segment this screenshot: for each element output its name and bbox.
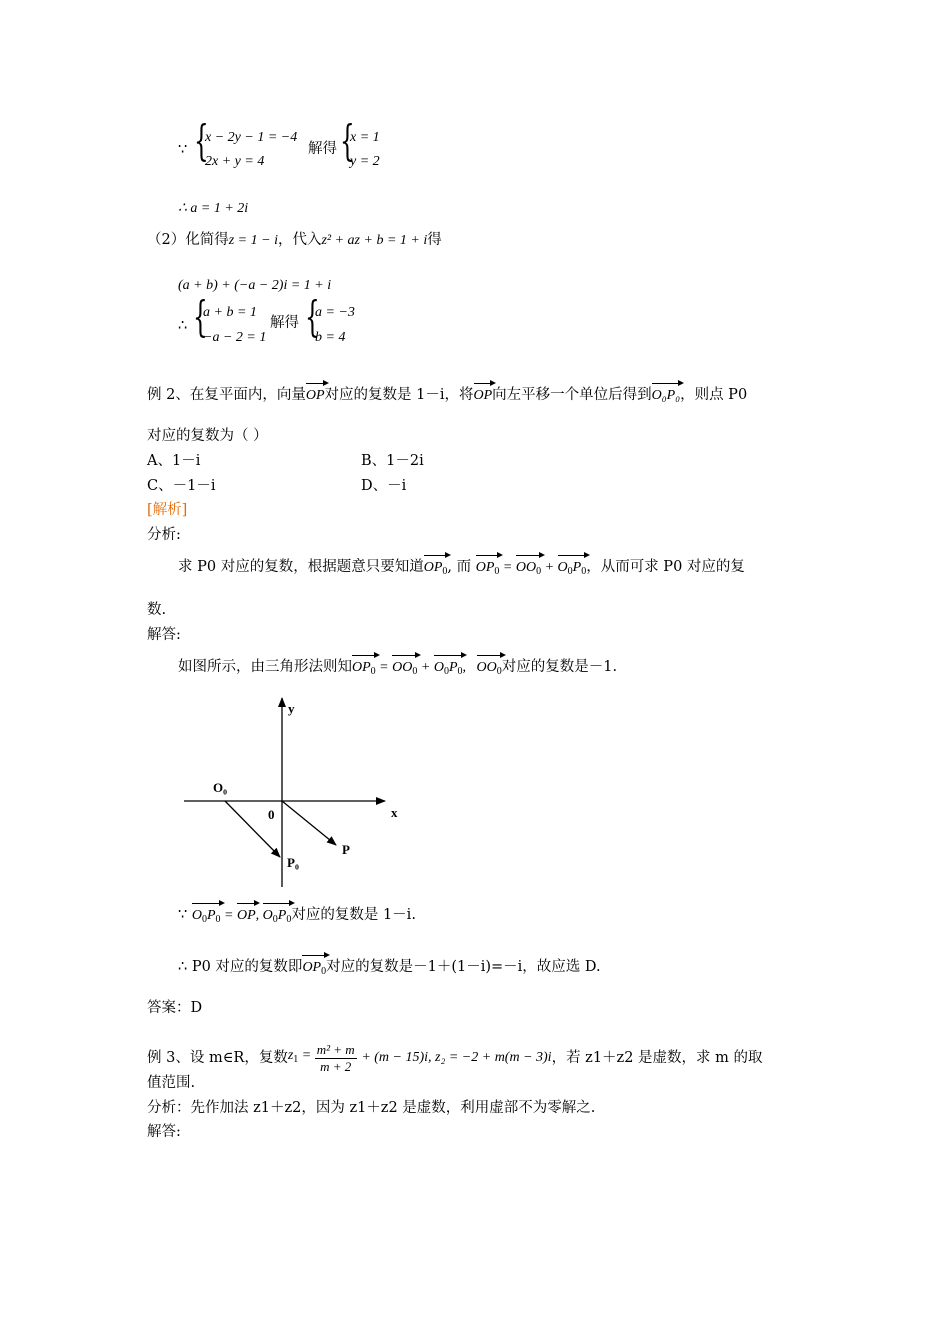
brace: {: [193, 292, 208, 341]
vector-op0: $OP_0$: [476, 552, 500, 582]
solution: a = −3: [315, 305, 355, 320]
therefore-line: [178, 952, 601, 982]
text: , 而: [447, 559, 472, 575]
text: 对应的复数是 1－i，将: [324, 387, 474, 403]
part2-line: [147, 230, 442, 251]
vector-o0p0: $O_0P_0$: [263, 900, 292, 930]
vector-op: OP: [237, 900, 256, 926]
vector-oo0: $OO_0$: [392, 652, 417, 682]
equation: x − 2y − 1 = −4: [205, 130, 298, 145]
z1-symbol: $z_1$ =: [287, 1048, 315, 1065]
analysis-label: 分析:: [147, 527, 181, 543]
brace: {: [305, 292, 320, 341]
example2-line2: 对应的复数为（ ）: [147, 428, 268, 444]
equation: −a − 2 = 1: [203, 330, 267, 345]
fraction: [315, 1042, 357, 1075]
text: 如图所示，由三角形法则知: [178, 659, 352, 675]
part2-label: （2）: [147, 232, 186, 248]
text: 对应的复数是 1－i.: [291, 907, 416, 923]
vector-diagram: [180, 695, 410, 890]
answer-label: 解答:: [147, 627, 181, 643]
jiexi-link[interactable]: [解析]: [147, 502, 188, 518]
option-c: C、－1－i: [147, 478, 216, 494]
text: 例 3、设 m∈R，复数: [147, 1050, 288, 1066]
vector-op: OP: [474, 380, 493, 406]
o0-label: O₀: [213, 780, 228, 795]
final-answer: 答案：D: [147, 1000, 203, 1016]
option-b: B、1－2i: [361, 453, 424, 469]
text: 对应的复数是－1.: [501, 659, 618, 675]
solution: y = 2: [350, 154, 380, 169]
text: 例 2、在复平面内，向量: [147, 387, 306, 403]
text: 求 P0 对应的复数，根据题意只要知道: [178, 559, 424, 575]
analysis-line: 求 P0 对应的复数，根据题意只要知道$OP_0$, 而 $OP_0 = OO_0 + O_0P_0$，从而可求 P0 对应的复: [178, 552, 745, 582]
vector-o0p0: O₀P₀: [652, 380, 680, 406]
origin-label: 0: [268, 807, 275, 822]
example2-line1: [147, 380, 747, 406]
solution: x = 1: [350, 130, 380, 145]
vector-o0p0: $O_0P_0$: [434, 652, 463, 682]
math: z = 1 − i: [228, 233, 278, 248]
vector-op0: $OP_0$: [302, 952, 326, 982]
option-d: D、－i: [361, 478, 407, 494]
option-a: A、1－i: [147, 453, 201, 469]
solution: b = 4: [315, 330, 346, 345]
brace: {: [194, 116, 209, 165]
solve-label: 解得: [270, 315, 299, 331]
math: z² + az + b = 1 + i: [321, 233, 428, 248]
p0-label: P₀: [287, 855, 299, 870]
text: ，从而可求 P0 对应的复: [586, 559, 745, 575]
solution-line: 如图所示，由三角形法则知$OP_0 = OO_0 + O_0P_0$, $OO_0$对应的复数是－1.: [178, 652, 617, 682]
vector-op0: $OP_0$: [352, 652, 376, 682]
equation: (a + b) + (−a − 2)i = 1 + i: [178, 278, 332, 293]
vector-oo0: $OO_0$: [477, 652, 502, 682]
text: ∴ P0 对应的复数即: [178, 959, 303, 975]
because-line: ∵ $O_0P_0$ = OP, $O_0P_0$对应的复数是 1－i.: [178, 900, 416, 930]
y-label: y: [288, 701, 295, 716]
example3-analysis: 分析：先作加法 z1＋z2，因为 z1＋z2 是虚数，利用虚部不为零解之.: [147, 1100, 596, 1116]
vector-op0: $OP_0$: [424, 552, 448, 582]
text: 向左平移一个单位后得到: [492, 387, 652, 403]
numerator: m² + m: [316, 1041, 355, 1057]
vector-o0p0: $O_0P_0$: [558, 552, 587, 582]
vector-op-arrow: [282, 801, 336, 845]
therefore-symbol: ∴: [178, 318, 188, 334]
equation: 2x + y = 4: [205, 154, 265, 169]
example3-line2: 值范围.: [147, 1075, 196, 1091]
because-symbol: ∵: [178, 142, 188, 158]
because-symbol: ∵: [178, 907, 192, 923]
vector-o0p0: $O_0P_0$: [192, 900, 221, 930]
text: 得: [427, 232, 442, 248]
text: ，若 z1＋z2 是虚数，求 m 的取: [551, 1050, 763, 1066]
analysis-line-end: 数.: [147, 602, 167, 618]
denominator: m + 2: [320, 1058, 352, 1074]
text: 化简得: [185, 232, 229, 248]
solve-label: 解得: [308, 141, 337, 157]
math: + (m − 15)i, z₂ = −2 + m(m − 3)i: [361, 1050, 552, 1065]
x-label: x: [391, 805, 398, 820]
example3-answer-label: 解答:: [147, 1124, 181, 1140]
text: ，代入: [277, 232, 322, 248]
p-label: P: [342, 842, 350, 857]
equation: a + b = 1: [203, 305, 257, 320]
vector-oo0: $OO_0$: [516, 552, 541, 582]
text: 对应的复数是－1＋(1－i)=－i，故应选 D.: [326, 959, 601, 975]
vector-op: OP: [306, 380, 325, 406]
result-line: ∴ a = 1 + 2i: [178, 201, 249, 216]
example3-line1: [147, 1038, 763, 1074]
brace: {: [340, 116, 355, 165]
text: ，则点 P0: [680, 387, 748, 403]
